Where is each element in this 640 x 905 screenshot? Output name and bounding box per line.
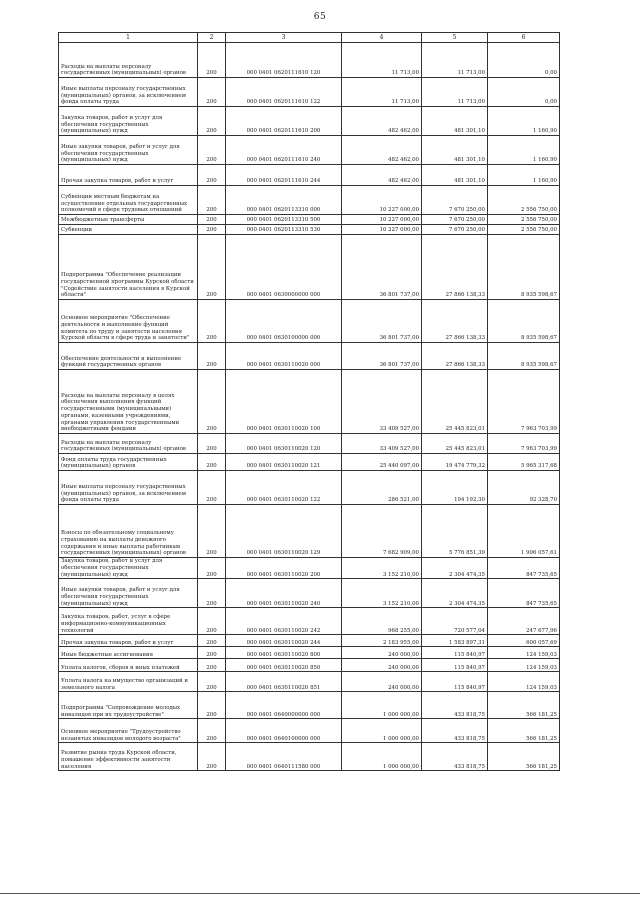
table-row: [59, 186, 560, 215]
row-code-cell: 200: [198, 672, 226, 692]
row-classification-cell: 000 0401 0620111610 120: [226, 43, 342, 78]
row-code-cell: 200: [198, 370, 226, 434]
table-row: [59, 78, 560, 107]
table-row: [59, 225, 560, 235]
row-code-cell: 200: [198, 225, 226, 235]
row-executed-cell: 1 583 897,31: [422, 635, 488, 647]
row-name-cell: Закупка товаров, работ и услуг для обеспечения государственных (муниципальных) нужд: [59, 107, 198, 136]
row-approved-cell: 10 227 000,00: [342, 225, 422, 235]
row-approved-cell: 1 000 000,00: [342, 719, 422, 743]
table-row: [59, 719, 560, 743]
row-classification-cell: 000 0401 0630110020 000: [226, 343, 342, 370]
row-remaining-cell: 8 935 598,67: [488, 300, 560, 343]
table-row: [59, 235, 560, 300]
budget-execution-table: [58, 32, 560, 771]
row-name-cell: Иные выплаты персоналу государственных (муниципальных) органов, за исключением фонда оплаты труда: [59, 471, 198, 505]
row-code-cell: 200: [198, 215, 226, 225]
row-code-cell: 200: [198, 300, 226, 343]
row-executed-cell: 481 301,10: [422, 165, 488, 186]
footer-divider: [0, 893, 640, 894]
row-code-cell: 200: [198, 434, 226, 454]
row-remaining-cell: 1 160,90: [488, 107, 560, 136]
row-remaining-cell: 1 160,90: [488, 165, 560, 186]
row-executed-cell: 481 301,10: [422, 107, 488, 136]
row-remaining-cell: 92 328,70: [488, 471, 560, 505]
row-code-cell: 200: [198, 608, 226, 635]
row-approved-cell: 10 227 000,00: [342, 186, 422, 215]
table-row: [59, 434, 560, 454]
table-row: [59, 471, 560, 505]
row-code-cell: 200: [198, 343, 226, 370]
row-code-cell: 200: [198, 186, 226, 215]
column-header: 2: [198, 33, 226, 43]
row-remaining-cell: 124 159,03: [488, 672, 560, 692]
row-classification-cell: 000 0401 0620113310 000: [226, 186, 342, 215]
row-approved-cell: 10 227 000,00: [342, 215, 422, 225]
row-approved-cell: 482 462,00: [342, 136, 422, 165]
column-header: 6: [488, 33, 560, 43]
row-remaining-cell: 1 906 057,61: [488, 505, 560, 558]
row-code-cell: 200: [198, 235, 226, 300]
row-classification-cell: 000 0401 0640100000 000: [226, 719, 342, 743]
table-row: [59, 454, 560, 471]
row-name-cell: Иные закупки товаров, работ и услуг для обеспечения государственных (муниципальных) нужд: [59, 136, 198, 165]
row-name-cell: Закупка товаров, работ, услуг в сфере информационно-коммуникационных технологий: [59, 608, 198, 635]
table-row: [59, 579, 560, 608]
page-number: 65: [313, 12, 327, 22]
row-name-cell: Прочая закупка товаров, работ и услуг: [59, 165, 198, 186]
row-approved-cell: 482 462,00: [342, 165, 422, 186]
row-code-cell: 200: [198, 165, 226, 186]
row-name-cell: Межбюджетные трансферты: [59, 215, 198, 225]
column-header: 1: [59, 33, 198, 43]
row-code-cell: 200: [198, 43, 226, 78]
row-classification-cell: 000 0401 0630110020 121: [226, 454, 342, 471]
table-row: [59, 672, 560, 692]
row-approved-cell: 36 801 737,00: [342, 300, 422, 343]
row-name-cell: Прочая закупка товаров, работ и услуг: [59, 635, 198, 647]
row-remaining-cell: 0,00: [488, 43, 560, 78]
row-remaining-cell: 2 556 750,00: [488, 186, 560, 215]
row-approved-cell: 286 521,00: [342, 471, 422, 505]
row-executed-cell: 115 840,97: [422, 647, 488, 659]
table-row: [59, 608, 560, 635]
row-classification-cell: 000 0401 0620113310 500: [226, 215, 342, 225]
row-remaining-cell: 600 057,69: [488, 635, 560, 647]
table-row: [59, 743, 560, 771]
row-code-cell: 200: [198, 692, 226, 719]
row-code-cell: 200: [198, 719, 226, 743]
row-name-cell: Расходы на выплаты персоналу государственных (муниципальных) органов: [59, 43, 198, 78]
row-classification-cell: 000 0401 0620111610 122: [226, 78, 342, 107]
table-row: [59, 692, 560, 719]
row-approved-cell: 482 462,00: [342, 107, 422, 136]
row-code-cell: 200: [198, 78, 226, 107]
row-code-cell: 200: [198, 579, 226, 608]
row-remaining-cell: 0,00: [488, 78, 560, 107]
row-approved-cell: 11 713,00: [342, 78, 422, 107]
row-remaining-cell: 566 181,25: [488, 692, 560, 719]
row-executed-cell: 7 670 250,00: [422, 215, 488, 225]
row-classification-cell: 000 0401 0630110020 129: [226, 505, 342, 558]
row-classification-cell: 000 0401 0620113310 530: [226, 225, 342, 235]
column-header: 4: [342, 33, 422, 43]
row-approved-cell: 11 713,00: [342, 43, 422, 78]
table-row: [59, 343, 560, 370]
row-name-cell: Взносы по обязательному социальному страхованию на выплаты денежного содержания и иные выплаты работникам государственных (муниципальных) органов: [59, 505, 198, 558]
row-approved-cell: 240 000,00: [342, 647, 422, 659]
row-executed-cell: 5 776 851,39: [422, 505, 488, 558]
row-executed-cell: 2 304 474,35: [422, 579, 488, 608]
row-name-cell: Обеспечение деятельности и выполнение функций государственных органов: [59, 343, 198, 370]
row-remaining-cell: 8 935 598,67: [488, 343, 560, 370]
row-classification-cell: 000 0401 0630110020 200: [226, 558, 342, 579]
table-row: [59, 647, 560, 659]
row-executed-cell: 720 577,04: [422, 608, 488, 635]
row-executed-cell: 433 818,75: [422, 692, 488, 719]
row-classification-cell: 000 0401 0630000000 000: [226, 235, 342, 300]
row-name-cell: Уплата налогов, сборов и иных платежей: [59, 659, 198, 672]
row-name-cell: Развитие рынка труда Курской области, повышение эффективности занятости населения: [59, 743, 198, 771]
table-row: [59, 635, 560, 647]
row-executed-cell: 27 866 138,33: [422, 235, 488, 300]
row-executed-cell: 2 304 474,35: [422, 558, 488, 579]
row-name-cell: Иные бюджетные ассигнования: [59, 647, 198, 659]
row-approved-cell: 3 152 210,00: [342, 558, 422, 579]
table-header-row: [59, 33, 560, 43]
table-row: [59, 215, 560, 225]
row-name-cell: Иные закупки товаров, работ и услуг для обеспечения государственных (муниципальных) нужд: [59, 579, 198, 608]
row-name-cell: Иные выплаты персоналу государственных (муниципальных) органов, за исключением фонда оплаты труда: [59, 78, 198, 107]
row-name-cell: Субвенции: [59, 225, 198, 235]
row-name-cell: Закупка товаров, работ и услуг для обеспечения государственных (муниципальных) нужд: [59, 558, 198, 579]
row-classification-cell: 000 0401 0620111610 244: [226, 165, 342, 186]
row-executed-cell: 11 713,00: [422, 43, 488, 78]
row-approved-cell: 33 409 527,00: [342, 434, 422, 454]
row-executed-cell: 194 192,30: [422, 471, 488, 505]
row-approved-cell: 7 682 909,00: [342, 505, 422, 558]
row-name-cell: Подпрограмма "Обеспечение реализации государственной программы Курской области "Содействие занятости населения в Курской области": [59, 235, 198, 300]
row-executed-cell: 25 445 823,01: [422, 434, 488, 454]
row-remaining-cell: 247 677,96: [488, 608, 560, 635]
row-classification-cell: 000 0401 0630110020 800: [226, 647, 342, 659]
row-approved-cell: 33 409 527,00: [342, 370, 422, 434]
row-name-cell: Уплата налога на имущество организаций и земельного налога: [59, 672, 198, 692]
table-row: [59, 659, 560, 672]
row-code-cell: 200: [198, 471, 226, 505]
row-name-cell: Расходы на выплаты персоналу государственных (муниципальных) органов: [59, 434, 198, 454]
row-executed-cell: 7 670 250,00: [422, 225, 488, 235]
row-executed-cell: 27 866 138,33: [422, 343, 488, 370]
row-classification-cell: 000 0401 0640111580 000: [226, 743, 342, 771]
row-approved-cell: 1 000 000,00: [342, 692, 422, 719]
row-approved-cell: 25 440 097,00: [342, 454, 422, 471]
row-name-cell: Субвенции местным бюджетам на осуществление отдельных государственных полномочий в сфере трудовых отношений: [59, 186, 198, 215]
row-code-cell: 200: [198, 743, 226, 771]
row-approved-cell: 1 000 000,00: [342, 743, 422, 771]
row-code-cell: 200: [198, 454, 226, 471]
row-remaining-cell: 566 181,25: [488, 719, 560, 743]
row-classification-cell: 000 0401 0630100000 000: [226, 300, 342, 343]
table-row: [59, 370, 560, 434]
row-classification-cell: 000 0401 0620111610 240: [226, 136, 342, 165]
row-classification-cell: 000 0401 0630110020 242: [226, 608, 342, 635]
row-executed-cell: 7 670 250,00: [422, 186, 488, 215]
row-executed-cell: 115 840,97: [422, 672, 488, 692]
row-executed-cell: 25 445 823,01: [422, 370, 488, 434]
row-executed-cell: 19 474 779,32: [422, 454, 488, 471]
row-classification-cell: 000 0401 0620111610 200: [226, 107, 342, 136]
row-name-cell: Расходы на выплаты персоналу в целях обеспечения выполнения функций государственными (муниципальными) органами, казенными учреждениями, органами управления государственными внебюджетными фондами: [59, 370, 198, 434]
row-code-cell: 200: [198, 136, 226, 165]
row-remaining-cell: 8 935 598,67: [488, 235, 560, 300]
table-row: [59, 558, 560, 579]
row-remaining-cell: 2 556 750,00: [488, 215, 560, 225]
row-remaining-cell: 847 735,65: [488, 579, 560, 608]
row-approved-cell: 36 801 737,00: [342, 235, 422, 300]
row-classification-cell: 000 0401 0630110020 850: [226, 659, 342, 672]
row-remaining-cell: 124 159,03: [488, 659, 560, 672]
row-executed-cell: 433 818,75: [422, 743, 488, 771]
table-row: [59, 165, 560, 186]
row-approved-cell: 36 801 737,00: [342, 343, 422, 370]
row-approved-cell: 240 000,00: [342, 672, 422, 692]
row-classification-cell: 000 0401 0640000000 000: [226, 692, 342, 719]
table-row: [59, 300, 560, 343]
table-row: [59, 505, 560, 558]
row-approved-cell: 2 183 955,00: [342, 635, 422, 647]
row-remaining-cell: 1 160,90: [488, 136, 560, 165]
row-code-cell: 200: [198, 505, 226, 558]
column-header: 5: [422, 33, 488, 43]
row-approved-cell: 3 152 210,00: [342, 579, 422, 608]
row-remaining-cell: 5 965 317,68: [488, 454, 560, 471]
row-approved-cell: 240 000,00: [342, 659, 422, 672]
table-row: [59, 107, 560, 136]
row-remaining-cell: 7 963 703,99: [488, 370, 560, 434]
row-classification-cell: 000 0401 0630110020 120: [226, 434, 342, 454]
row-approved-cell: 968 255,00: [342, 608, 422, 635]
row-classification-cell: 000 0401 0630110020 851: [226, 672, 342, 692]
row-remaining-cell: 566 181,25: [488, 743, 560, 771]
row-remaining-cell: 847 735,65: [488, 558, 560, 579]
row-remaining-cell: 124 159,03: [488, 647, 560, 659]
row-remaining-cell: 7 963 703,99: [488, 434, 560, 454]
row-classification-cell: 000 0401 0630110020 100: [226, 370, 342, 434]
row-code-cell: 200: [198, 558, 226, 579]
row-name-cell: Основное мероприятие "Трудоустройство незанятых инвалидов молодого возраста": [59, 719, 198, 743]
table-row: [59, 136, 560, 165]
row-code-cell: 200: [198, 647, 226, 659]
row-executed-cell: 27 866 138,33: [422, 300, 488, 343]
row-name-cell: Основное мероприятие "Обеспечение деятельности и выполнение функций комитета по труду и занятости населения Курской области в сфере труда и занятости": [59, 300, 198, 343]
row-code-cell: 200: [198, 635, 226, 647]
row-code-cell: 200: [198, 659, 226, 672]
row-name-cell: Подпрограмма "Сопровождение молодых инвалидов при их трудоустройстве": [59, 692, 198, 719]
row-name-cell: Фонд оплаты труда государственных (муниципальных) органов: [59, 454, 198, 471]
row-classification-cell: 000 0401 0630110020 122: [226, 471, 342, 505]
row-classification-cell: 000 0401 0630110020 240: [226, 579, 342, 608]
column-header: 3: [226, 33, 342, 43]
row-executed-cell: 115 840,97: [422, 659, 488, 672]
table-body: [59, 43, 560, 771]
row-executed-cell: 481 301,10: [422, 136, 488, 165]
row-executed-cell: 433 818,75: [422, 719, 488, 743]
row-code-cell: 200: [198, 107, 226, 136]
row-executed-cell: 11 713,00: [422, 78, 488, 107]
row-classification-cell: 000 0401 0630110020 244: [226, 635, 342, 647]
table-row: [59, 43, 560, 78]
row-remaining-cell: 2 556 750,00: [488, 225, 560, 235]
